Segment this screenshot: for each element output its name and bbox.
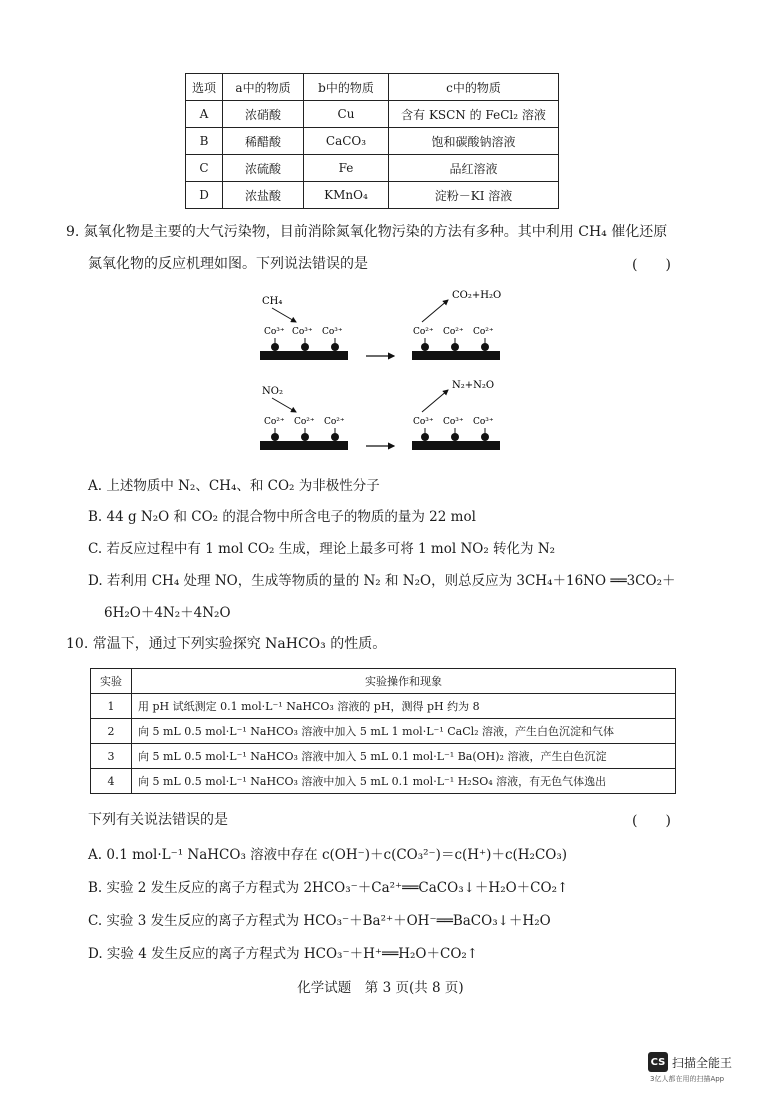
- table-row: [186, 155, 559, 182]
- q9-option-d-cont: 6H₂O＋4N₂＋4N₂O: [104, 605, 231, 621]
- header-cell: 实验: [91, 669, 132, 694]
- catalyst-site: [451, 343, 459, 351]
- arrow-out: [422, 390, 448, 412]
- reaction-mechanism-diagram: [250, 278, 510, 468]
- co-ion-label: Co³⁺: [413, 417, 434, 427]
- co-ion-label: Co³⁺: [473, 417, 494, 427]
- table-cell: 向 5 mL 0.5 mol·L⁻¹ NaHCO₃ 溶液中加入 5 mL 1 mol·L⁻¹ CaCl₂ 溶液，产生白色沉淀和气体: [132, 719, 676, 744]
- co-ion-label: Co³⁺: [292, 327, 313, 337]
- table-row: [91, 719, 676, 744]
- table-cell: 2: [91, 719, 132, 744]
- q9-option-a: A. 上述物质中 N₂、CH₄、和 CO₂ 为非极性分子: [88, 478, 380, 494]
- table-cell: 浓硫酸: [223, 155, 304, 182]
- catalyst-site: [331, 343, 339, 351]
- table-cell: C: [186, 155, 223, 182]
- table-cell: 品红溶液: [389, 155, 559, 182]
- q9-stem-line1: 9. 氮氧化物是主要的大气污染物，目前消除氮氧化物污染的方法有多种。其中利用 CH₄ 催化还原: [66, 224, 668, 240]
- q9-answer-paren: ( ): [632, 257, 671, 273]
- q9-option-b: B. 44 g N₂O 和 CO₂ 的混合物中所含电子的物质的量为 22 mol: [88, 509, 476, 525]
- q10-answer-paren: ( ): [632, 813, 671, 829]
- table-cell: 向 5 mL 0.5 mol·L⁻¹ NaHCO₃ 溶液中加入 5 mL 0.1 mol·L⁻¹ H₂SO₄ 溶液，有无色气体逸出: [132, 769, 676, 794]
- table-row: [186, 182, 559, 209]
- q10-prompt: 下列有关说法错误的是: [88, 812, 228, 828]
- header-cell: b中的物质: [304, 74, 389, 101]
- header-cell: a中的物质: [223, 74, 304, 101]
- catalyst-support: [260, 441, 348, 450]
- table-cell: 用 pH 试纸测定 0.1 mol·L⁻¹ NaHCO₃ 溶液的 pH，测得 pH 约为 8: [132, 694, 676, 719]
- scanner-watermark: [648, 1052, 732, 1072]
- co-ion-label: Co³⁺: [443, 417, 464, 427]
- table-row: [91, 694, 676, 719]
- catalyst-site: [271, 343, 279, 351]
- table-cell: 1: [91, 694, 132, 719]
- catalyst-site: [481, 343, 489, 351]
- n2-n2o-label: N₂+N₂O: [452, 380, 495, 391]
- co-ion-label: Co²⁺: [324, 417, 345, 427]
- q9-option-d: D. 若利用 CH₄ 处理 NO，生成等物质的量的 N₂ 和 N₂O，则总反应为 3CH₄＋16NO ══3CO₂＋: [88, 573, 676, 589]
- table-row: [186, 128, 559, 155]
- co-ion-label: Co²⁺: [264, 417, 285, 427]
- co-ion-label: Co²⁺: [413, 327, 434, 337]
- cs-logo-icon: CS: [648, 1052, 668, 1072]
- header-cell: 实验操作和现象: [132, 669, 676, 694]
- co-ion-label: Co²⁺: [294, 417, 315, 427]
- co-ion-label: Co²⁺: [443, 327, 464, 337]
- table-cell: B: [186, 128, 223, 155]
- table-header-row: [91, 669, 676, 694]
- table-cell: 4: [91, 769, 132, 794]
- catalyst-support: [412, 441, 500, 450]
- table-cell: KMnO₄: [304, 182, 389, 209]
- catalyst-site: [481, 433, 489, 441]
- co-ion-label: Co³⁺: [322, 327, 343, 337]
- table-cell: 淀粉－KI 溶液: [389, 182, 559, 209]
- q9-stem-line2: 氮氧化物的反应机理如图。下列说法错误的是: [88, 256, 368, 272]
- q10-option-a: A. 0.1 mol·L⁻¹ NaHCO₃ 溶液中存在 c(OH⁻)＋c(CO₃²⁻)＝c(H⁺)＋c(H₂CO₃): [88, 847, 568, 863]
- table-cell: CaCO₃: [304, 128, 389, 155]
- arrow-out: [422, 300, 448, 322]
- options-table: [185, 73, 559, 209]
- catalyst-site: [421, 343, 429, 351]
- co-ion-label: Co²⁺: [473, 327, 494, 337]
- catalyst-support: [260, 351, 348, 360]
- catalyst-site: [331, 433, 339, 441]
- header-cell: 选项: [186, 74, 223, 101]
- q10-option-c: C. 实验 3 发生反应的离子方程式为 HCO₃⁻＋Ba²⁺＋OH⁻══BaCO₃↓＋H₂O: [88, 913, 551, 929]
- q10-option-d: D. 实验 4 发生反应的离子方程式为 HCO₃⁻＋H⁺══H₂O＋CO₂↑: [88, 946, 479, 962]
- co2-h2o-label: CO₂+H₂O: [452, 290, 502, 301]
- catalyst-site: [451, 433, 459, 441]
- q10-stem: 10. 常温下，通过下列实验探究 NaHCO₃ 的性质。: [66, 636, 387, 652]
- table-cell: 稀醋酸: [223, 128, 304, 155]
- table-cell: A: [186, 101, 223, 128]
- table-cell: 饱和碳酸钠溶液: [389, 128, 559, 155]
- q10-option-b: B. 实验 2 发生反应的离子方程式为 2HCO₃⁻＋Ca²⁺══CaCO₃↓＋H₂O＋CO₂↑: [88, 880, 569, 896]
- table-cell: 浓硝酸: [223, 101, 304, 128]
- q9-option-c: C. 若反应过程中有 1 mol CO₂ 生成，理论上最多可将 1 mol NO₂ 转化为 N₂: [88, 541, 556, 557]
- co-ion-label: Co³⁺: [264, 327, 285, 337]
- page-footer: 化学试题 第 3 页(共 8 页): [297, 980, 464, 996]
- catalyst-site: [271, 433, 279, 441]
- catalyst-site: [301, 343, 309, 351]
- table-row: [91, 769, 676, 794]
- ch4-label: CH₄: [262, 296, 283, 307]
- catalyst-support: [412, 351, 500, 360]
- header-cell: c中的物质: [389, 74, 559, 101]
- table-header-row: [186, 74, 559, 101]
- table-cell: Cu: [304, 101, 389, 128]
- table-row: [91, 744, 676, 769]
- table-cell: 含有 KSCN 的 FeCl₂ 溶液: [389, 101, 559, 128]
- experiment-table: [90, 668, 676, 794]
- watermark-name: 扫描全能王: [672, 1055, 733, 1070]
- table-cell: Fe: [304, 155, 389, 182]
- catalyst-site: [421, 433, 429, 441]
- arrow-in: [272, 308, 296, 322]
- arrow-in: [272, 398, 296, 412]
- table-row: [186, 101, 559, 128]
- no2-label: NO₂: [262, 386, 283, 397]
- watermark-subtitle: 3亿人都在用的扫描App: [650, 1075, 725, 1083]
- catalyst-site: [301, 433, 309, 441]
- table-cell: 3: [91, 744, 132, 769]
- table-cell: 向 5 mL 0.5 mol·L⁻¹ NaHCO₃ 溶液中加入 5 mL 0.1 mol·L⁻¹ Ba(OH)₂ 溶液，产生白色沉淀: [132, 744, 676, 769]
- table-cell: 浓盐酸: [223, 182, 304, 209]
- table-cell: D: [186, 182, 223, 209]
